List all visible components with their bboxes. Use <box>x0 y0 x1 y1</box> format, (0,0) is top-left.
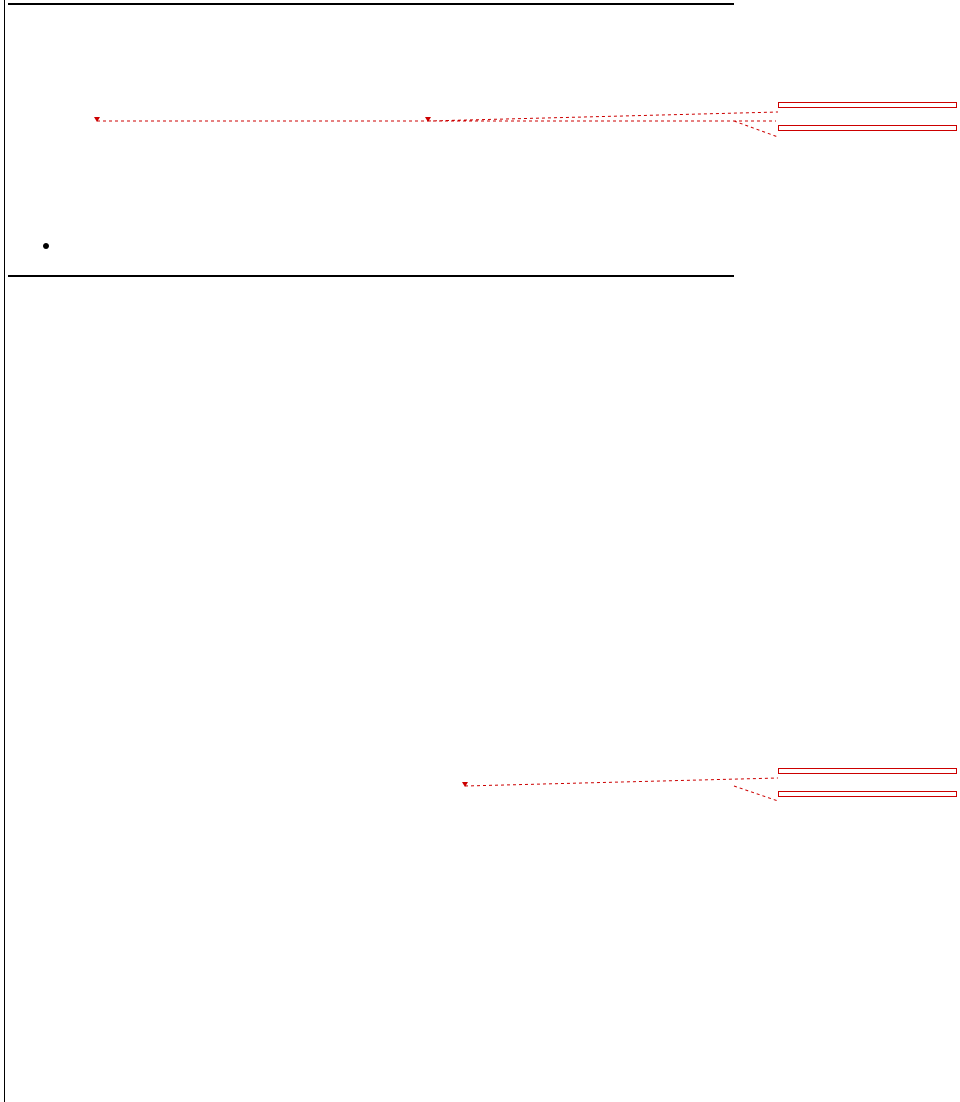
comment-formatted-1[interactable] <box>778 125 957 131</box>
comment-deleted-i[interactable] <box>778 768 957 774</box>
comment-formatted-2[interactable] <box>778 791 957 797</box>
comment-deleted-fatigue[interactable] <box>778 102 957 108</box>
